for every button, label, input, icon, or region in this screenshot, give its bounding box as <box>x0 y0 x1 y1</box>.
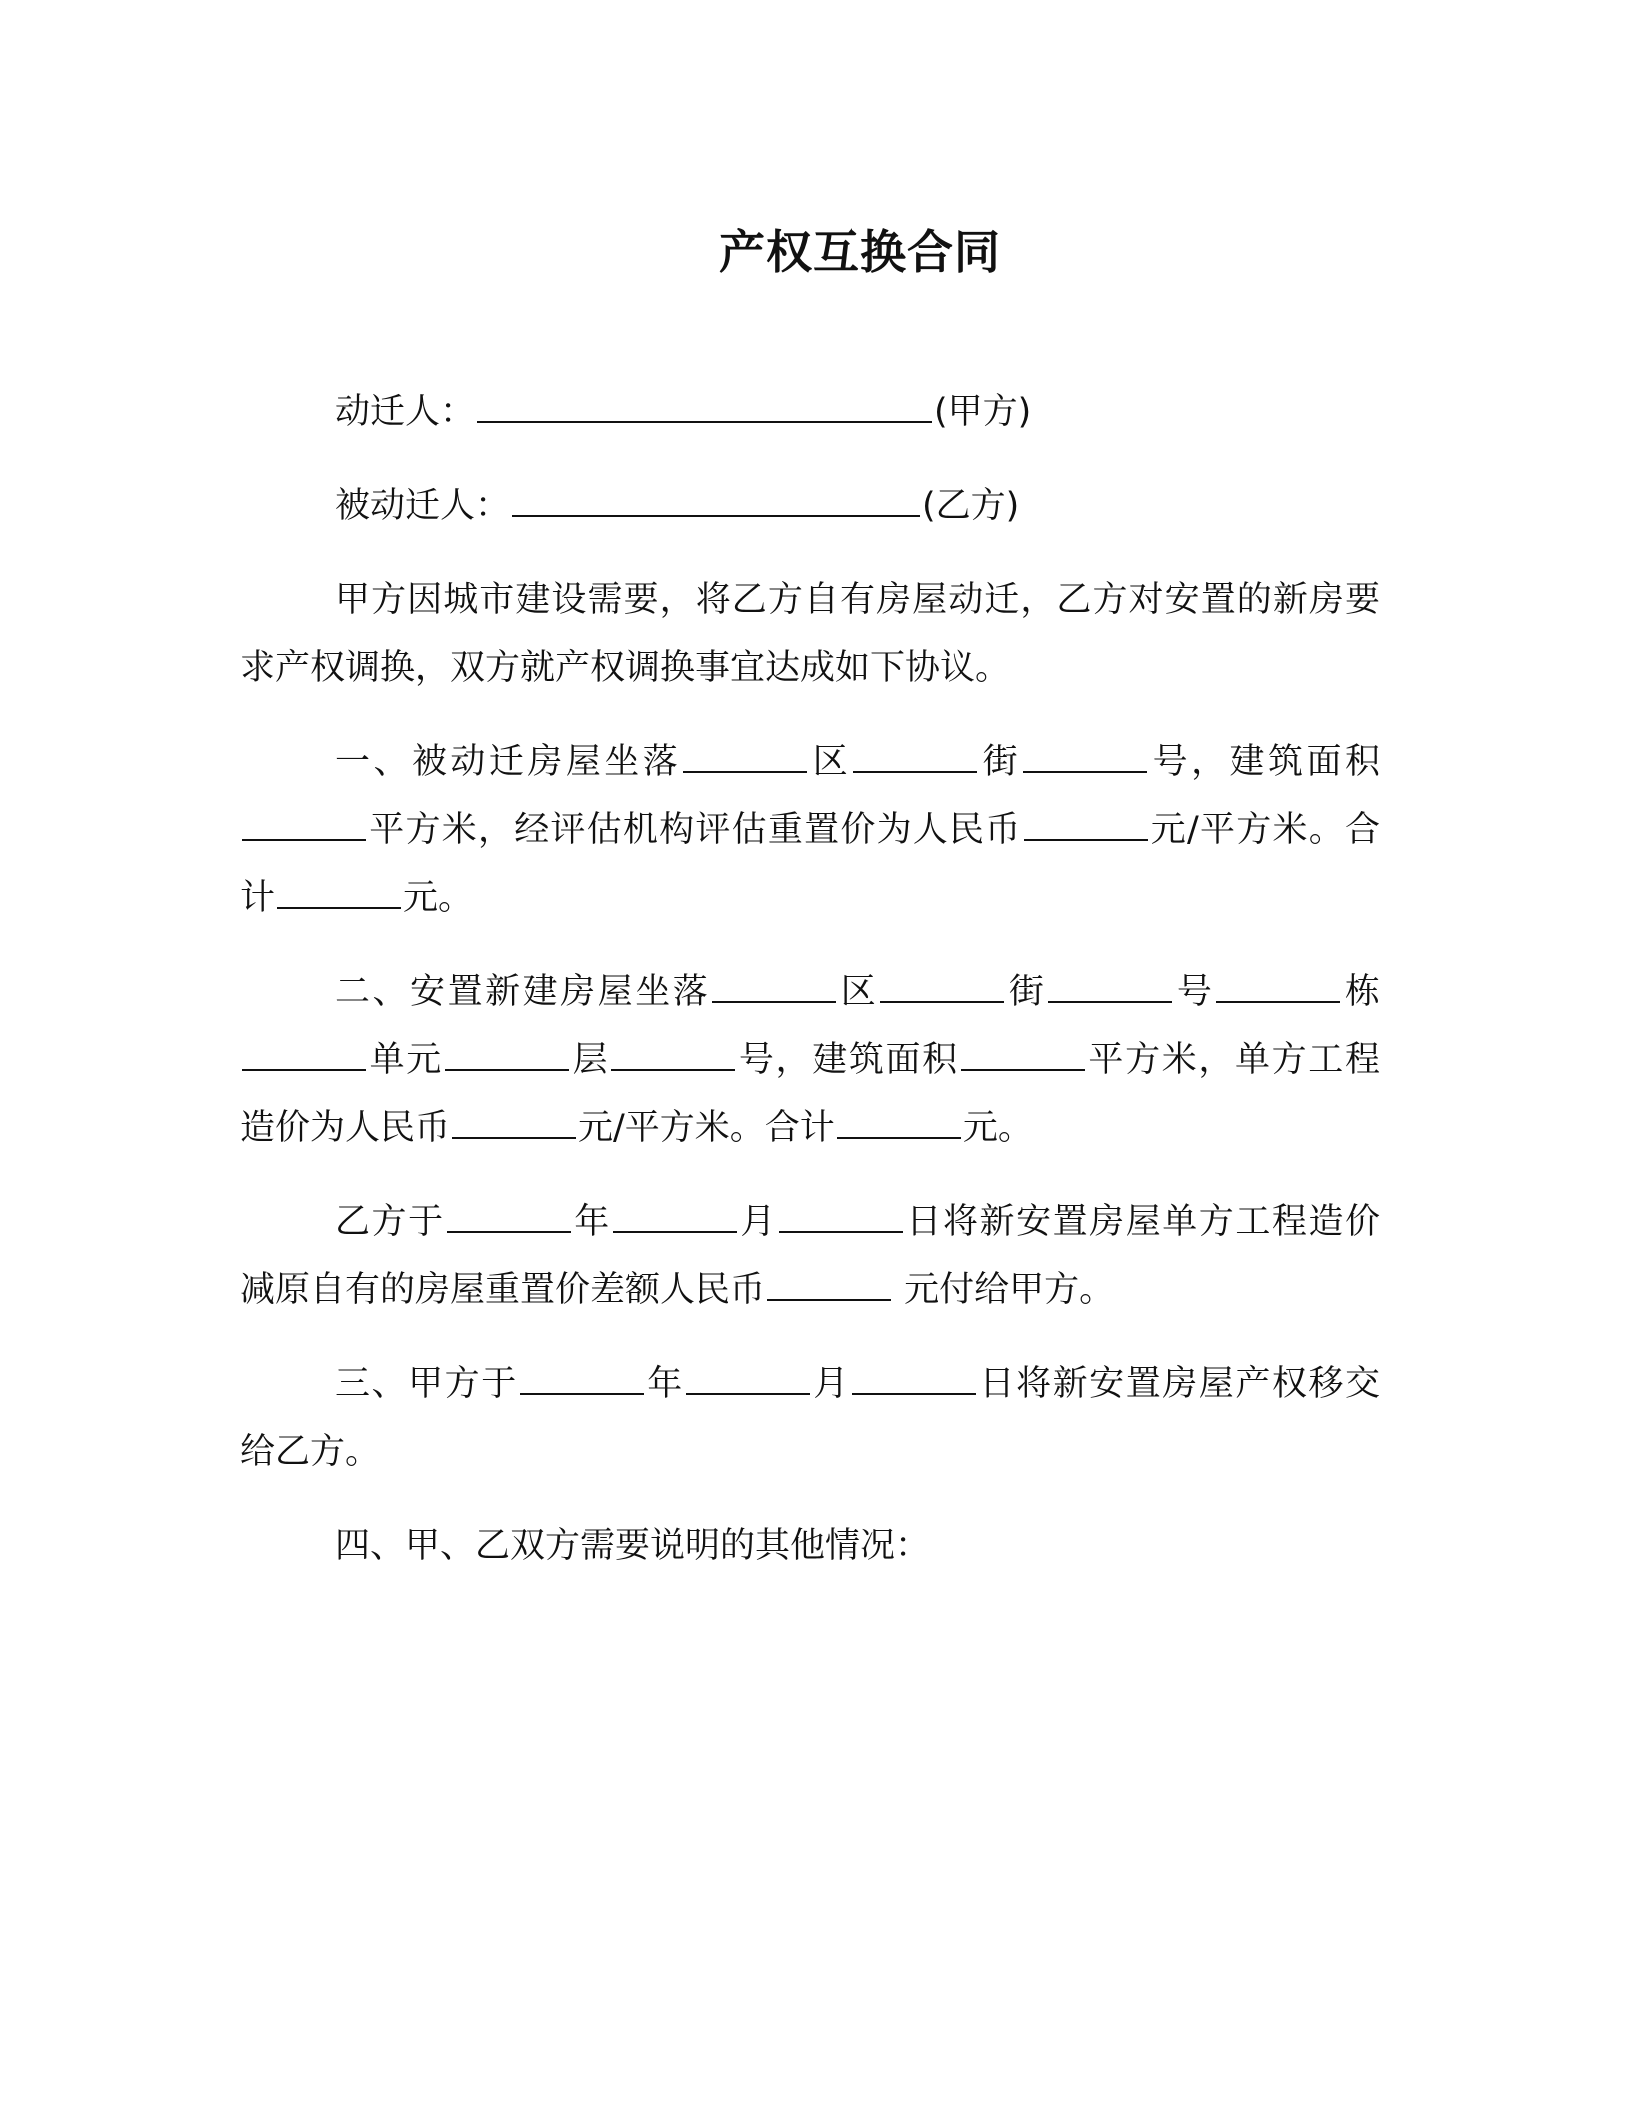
clause-2-text: 元/平方米。合计 <box>578 1108 835 1148</box>
new-district-blank <box>712 959 836 1003</box>
document-body <box>240 378 1380 1606</box>
payment-text: 元付给甲方。 <box>893 1270 1115 1310</box>
new-number-blank <box>1048 959 1172 1003</box>
clause-1-text: 元。 <box>403 878 474 918</box>
street-blank <box>853 729 977 773</box>
clause-2-text: 号，建筑面积 <box>737 1040 959 1080</box>
clause-2 <box>240 958 1380 1162</box>
transfer-month-blank <box>686 1351 810 1395</box>
new-total-blank <box>837 1095 961 1139</box>
new-street-blank <box>880 959 1004 1003</box>
clause-2-text: 号 <box>1174 972 1215 1012</box>
building-blank <box>1216 959 1340 1003</box>
party-a-suffix: (甲方) <box>934 392 1032 432</box>
cost-blank <box>452 1095 576 1139</box>
clause-3-text: 月 <box>811 1364 850 1404</box>
floor-blank <box>445 1027 569 1071</box>
intro-paragraph: 甲方因城市建设需要，将乙方自有房屋动迁，乙方对安置的新房要求产权调换，双方就产权调换事宜达成如下协议。 <box>240 580 1380 688</box>
clause-1-text: 平方米，经评估机构评估重置价为人民币 <box>368 810 1022 850</box>
room-blank <box>611 1027 735 1071</box>
party-a-line <box>240 378 1380 446</box>
clause-1-text: 街 <box>979 742 1022 782</box>
clause-2-text: 栋 <box>1342 972 1380 1012</box>
clause-3-text: 日将新安置房屋产权移交给乙方。 <box>240 1364 1380 1472</box>
party-b-line <box>240 472 1380 540</box>
clause-2-text: 层 <box>570 1040 610 1080</box>
transfer-year-blank <box>520 1351 644 1395</box>
clause-1-text: 元/平方米。合计 <box>240 810 1380 918</box>
payment-text: 日将新安置房屋单方工程造价减原自有的房屋重置价差额人民币 <box>240 1202 1380 1310</box>
payment-year-blank <box>447 1189 571 1233</box>
total-blank <box>277 865 401 909</box>
clause-3-text: 年 <box>645 1364 684 1404</box>
clause-1-text: 号，建筑面积 <box>1149 742 1380 782</box>
clause-2-text: 元。 <box>962 1108 1033 1148</box>
clause-1 <box>240 728 1380 932</box>
payment-amount-blank <box>767 1257 891 1301</box>
clause-2-text: 区 <box>838 972 879 1012</box>
payment-text: 月 <box>738 1202 777 1242</box>
clause-1-text: 一、被动迁房屋坐落 <box>335 742 682 782</box>
payment-text: 年 <box>572 1202 611 1242</box>
clause-2-text: 单元 <box>368 1040 443 1080</box>
clause-1-text: 区 <box>809 742 852 782</box>
clause-2-text: 平方米，单方工程造价为人民币 <box>240 1040 1380 1148</box>
clause-3-text: 三、甲方于 <box>335 1364 518 1404</box>
party-b-suffix: (乙方) <box>922 486 1020 526</box>
party-a-label: 动迁人： <box>335 392 476 432</box>
new-area-blank <box>961 1027 1085 1071</box>
price-blank <box>1024 797 1148 841</box>
clause-2-text: 街 <box>1006 972 1047 1012</box>
payment-month-blank <box>613 1189 737 1233</box>
number-blank <box>1023 729 1147 773</box>
payment-paragraph <box>240 1188 1380 1324</box>
payment-text: 乙方于 <box>335 1202 445 1242</box>
party-b-label: 被动迁人： <box>335 486 511 526</box>
district-blank <box>683 729 807 773</box>
clause-4: 四、甲、乙双方需要说明的其他情况： <box>335 1526 931 1566</box>
clause-2-text: 二、安置新建房屋坐落 <box>335 972 711 1012</box>
party-b-blank <box>512 473 920 517</box>
party-a-blank <box>477 379 932 423</box>
payment-day-blank <box>779 1189 903 1233</box>
clause-3 <box>240 1350 1380 1486</box>
area-blank <box>242 797 366 841</box>
document-title: 产权互换合同 <box>719 225 1001 279</box>
transfer-day-blank <box>852 1351 976 1395</box>
unit-blank <box>242 1027 366 1071</box>
